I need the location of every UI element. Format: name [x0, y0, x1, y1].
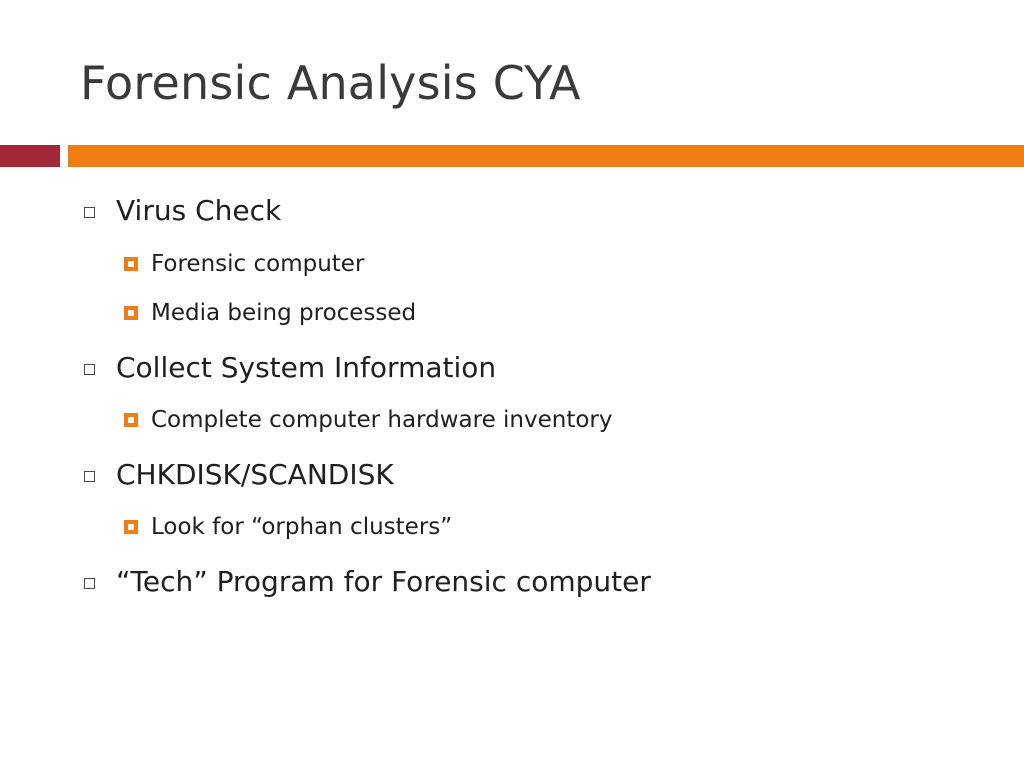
bullet-virus-check: Virus Check: [116, 194, 282, 227]
square-bullet-icon: [84, 364, 95, 375]
filled-square-bullet-icon: [124, 257, 138, 271]
bullet-tech-program: “Tech” Program for Forensic computer: [116, 565, 651, 598]
slide-title: Forensic Analysis CYA: [80, 56, 581, 110]
square-bullet-icon: [84, 471, 95, 482]
bullet-chkdisk-scandisk: CHKDISK/SCANDISK: [116, 458, 394, 491]
bullet-collect-system-info: Collect System Information: [116, 351, 497, 384]
sub-bullet-hardware-inventory: Complete computer hardware inventory: [151, 407, 613, 433]
sub-bullet-forensic-computer: Forensic computer: [151, 251, 365, 277]
sub-bullet-orphan-clusters: Look for “orphan clusters”: [151, 514, 453, 540]
sub-bullet-media-processed: Media being processed: [151, 300, 417, 326]
filled-square-bullet-icon: [124, 306, 138, 320]
square-bullet-icon: [84, 578, 95, 589]
filled-square-bullet-icon: [124, 520, 138, 534]
filled-square-bullet-icon: [124, 413, 138, 427]
square-bullet-icon: [84, 207, 95, 218]
